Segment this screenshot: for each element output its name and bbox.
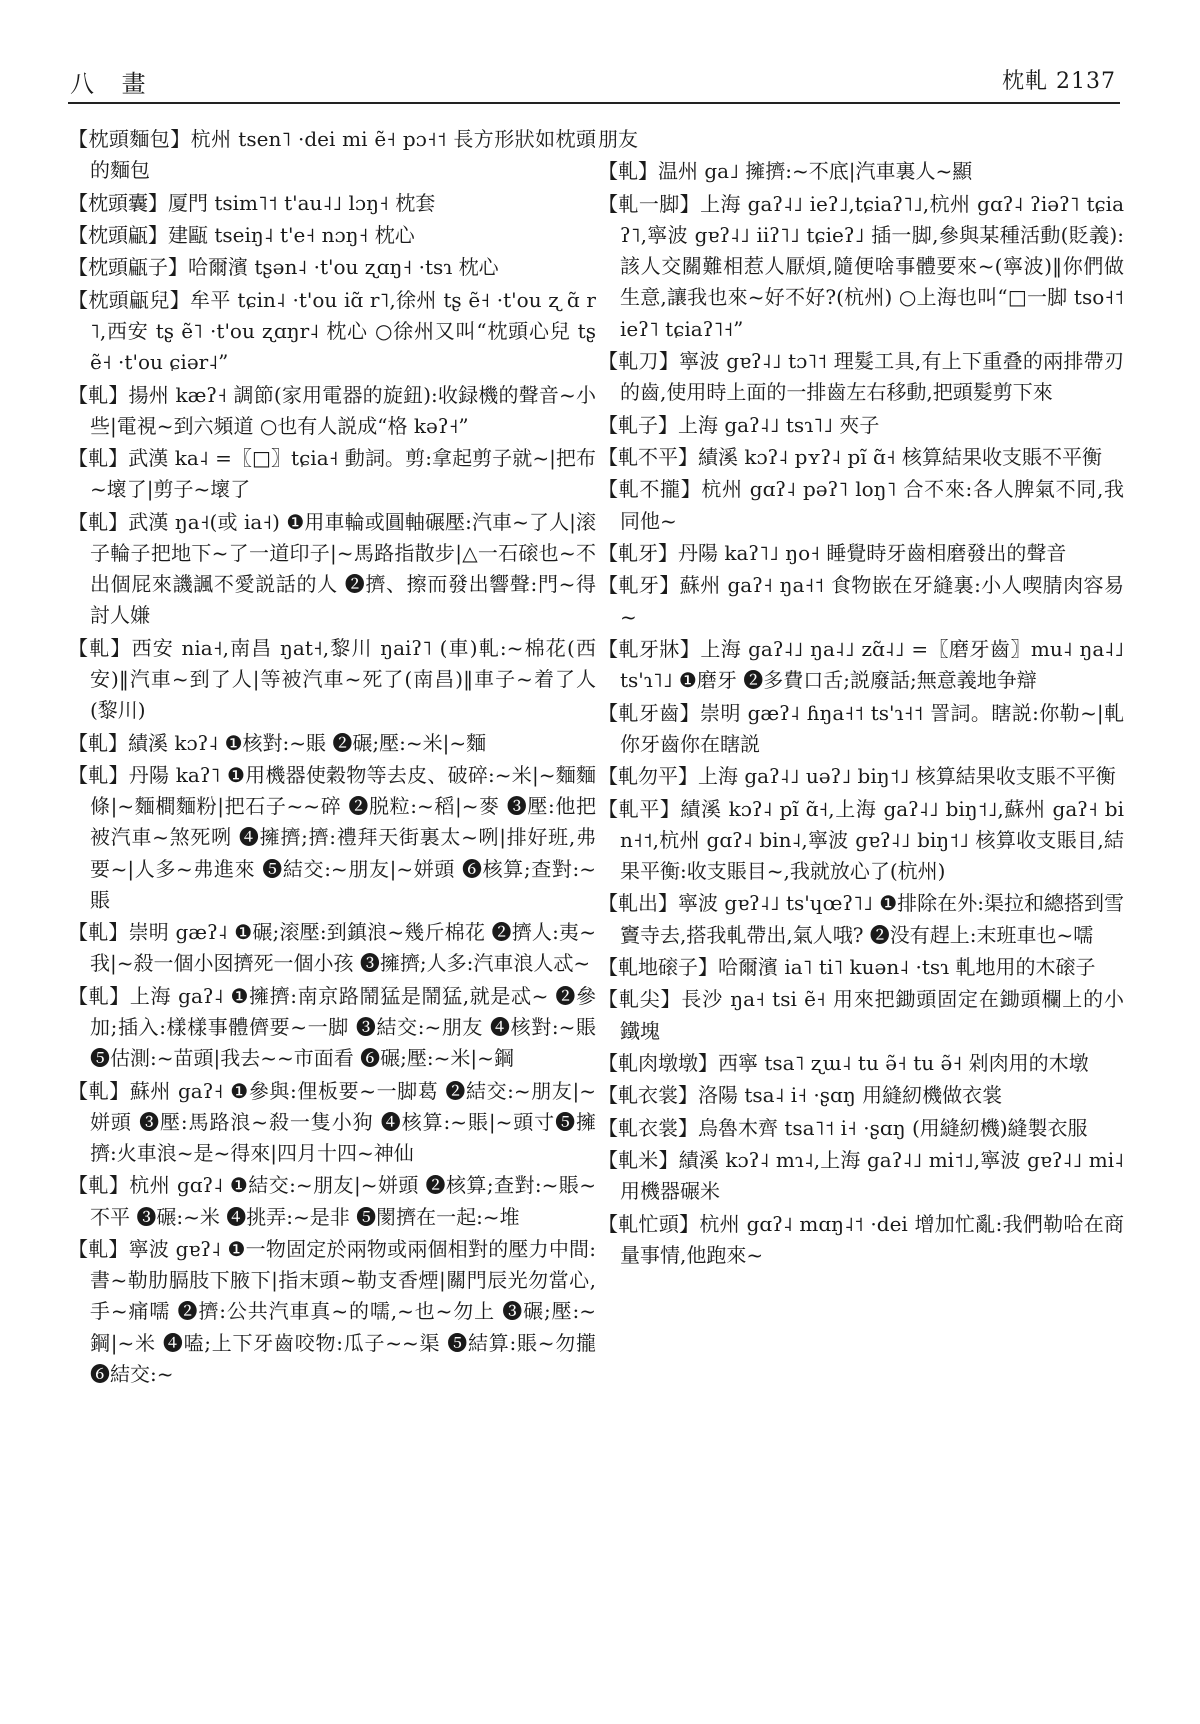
- dictionary-entry: 【枕頭麵包】杭州 tsen˥ ·dei mi ẽ˧ pɔ˧˦ 長方形狀如枕頭的麵包: [68, 127, 596, 183]
- dictionary-entry: 【枕頭甂】建甌 tseiŋ˨ t'e˧ nɔŋ˧ 枕心: [68, 222, 415, 247]
- dictionary-entry: 【軋衣裳】洛陽 tsa˨ i˧ ·ʂɑŋ 用縫紉機做衣裳: [598, 1083, 1003, 1108]
- dictionary-entry: 【軋牙牀】上海 gaʔ˨˩ ŋa˨˩ zɑ̃˨˩ =〖磨牙齒〗mu˨ ŋa˨˩ ts'ɿ˥˩ ❶磨牙 ❷多費口舌;説廢話;無意義地争辯: [598, 636, 1124, 693]
- dictionary-entry: 【軋衣裳】烏魯木齊 tsa˥˦ i˧ ·ʂɑŋ (用縫紉機)縫製衣服: [598, 1115, 1088, 1140]
- dictionary-entry: 【軋勿平】上海 gaʔ˨˩ uəʔ˩ biŋ˦˩ 核算結果收支賬不平衡: [598, 764, 1116, 789]
- dictionary-entry: 【軋】武漢 ŋa˧(或 ia˧) ❶用車輪或圓軸碾壓:汽車~了人|滚子輪子把地下~了一道印子|~馬路指散步|△一石磙也~不出個屁來譏諷不愛説話的人 ❷擠、擦而發出響聲:門~得討人嫌: [68, 509, 596, 628]
- dictionary-entry: 【軋子】上海 gaʔ˨˩ tsɿ˥˩ 夾子: [598, 412, 880, 437]
- dictionary-entry: 朋友: [598, 127, 638, 151]
- dictionary-entry: 【軋】西安 nia˧,南昌 ŋat˧,黎川 ŋaiʔ˥ (車)軋:~棉花(西安)‖汽車~到了人|等被汽車~死了(南昌)‖車子~着了人(黎川): [68, 635, 596, 723]
- dictionary-entry: 【軋】丹陽 kaʔ˥ ❶用機器使穀物等去皮、破碎:~米|~麵麵條|~麵橺麵粉|把石子~~碎 ❷脱粒:~稻|~麥 ❸壓:他把被汽車~煞死咧 ❹擁擠;擠:禮拜天街裏太~咧|排好班,弗要~|人多~弗進來 ❺結交:~朋友|~姘頭 ❻核算;查對:~賬: [68, 762, 596, 912]
- dictionary-entry: 【軋】温州 ga˩ 擁擠:~不底|汽車裏人~顯: [598, 159, 973, 184]
- section-title: 八 畫: [70, 70, 156, 98]
- dictionary-entry: 【軋】上海 gaʔ˨ ❶擁擠:南京路鬧猛是鬧猛,就是忒~ ❷參加;插入:樣樣事體儕要~一脚 ❸結交:~朋友 ❹核對:~賬 ❺估測:~苗頭|我去~~市面看 ❻碾;壓:~米|~鋼: [68, 983, 596, 1071]
- dictionary-entry: 【軋米】績溪 kɔʔ˨ mɿ˨,上海 gaʔ˨˩ mi˦˩,寧波 gɐʔ˨˩ mi˨ 用機器碾米: [598, 1148, 1124, 1204]
- dictionary-entry: 【軋肉墩墩】西寧 tsa˥ ʐɯ˨ tu ə̃˧ tu ə̃˧ 剁肉用的木墩: [598, 1050, 1089, 1075]
- dictionary-entry: 【軋】崇明 gæʔ˨ ❶碾;滚壓:到鎮浪~幾斤棉花 ❷擠人:夷~我|~殺一個小囡擠死一個小孩 ❸擁擠;人多:汽車浪人忒~: [68, 920, 596, 976]
- page-heading-right: 枕軋 2137: [1002, 69, 1116, 94]
- dictionary-entry: 【軋牙】蘇州 gaʔ˧ ŋa˧˦ 食物嵌在牙縫裏:小人喫腈肉容易~: [598, 573, 1124, 629]
- dictionary-entry: 【軋出】寧波 gɐʔ˨˩ ts'ɥœʔ˥˩ ❶排除在外:渠拉和總搭到雪竇寺去,搭我軋帶出,氣人哦? ❷没有趕上:末班車也~嚅: [598, 891, 1124, 947]
- dictionary-entry: 【軋不攏】杭州 gɑʔ˨ pəʔ˥ loŋ˥ 合不來:各人脾氣不同,我同他~: [598, 477, 1124, 533]
- dictionary-entry: 【枕頭囊】厦門 tsim˥˦ t'au˨˩ lɔŋ˧ 枕套: [68, 190, 436, 215]
- dictionary-entry: 【軋地磙子】哈爾濱 ia˥ ti˥ kuən˨ ·tsɿ 軋地用的木磙子: [598, 954, 1096, 979]
- dictionary-entry: 【軋平】績溪 kɔʔ˨ pĩ ɑ̃˧,上海 gaʔ˨˩ biŋ˦˩,蘇州 gaʔ˧ bin˧˦,杭州 gɑʔ˨ bin˨,寧波 gɐʔ˨˩ biŋ˦˩ 核算收支賬目,結果平衡:收支賬目~,我就放心了(杭州): [598, 796, 1124, 883]
- dictionary-entry: 【軋】揚州 kæʔ˧ 調節(家用電器的旋鈕):收録機的聲音~小些|電視~到六頻道 ○也有人説成“格 kəʔ˧”: [68, 382, 596, 438]
- dictionary-entry: 【軋】武漢 ka˨ =〖□〗tɕia˧ 動詞。剪:拿起剪子就~|把布~壞了|剪子~壞了: [68, 446, 596, 502]
- dictionary-entry: 【軋刀】寧波 gɐʔ˨˩ tɔ˥˦ 理髮工具,有上下重叠的兩排帶刃的齒,使用時上面的一排齒左右移動,把頭髮剪下來: [598, 348, 1124, 405]
- dictionary-entry: 【軋尖】長沙 ŋa˧ tsi ẽ˧ 用來把鋤頭固定在鋤頭欄上的小鐵塊: [598, 987, 1124, 1043]
- dictionary-entry: 【軋】績溪 kɔʔ˨ ❶核對:~賬 ❷碾;壓:~米|~麵: [68, 730, 487, 755]
- right-column: [598, 124, 1124, 1272]
- dictionary-entry: 【軋】寧波 gɐʔ˨ ❶一物固定於兩物或兩個相對的壓力中間:書~勒肋膈肢下腋下|指末頭~勒支香煙|關門辰光勿當心,手~痛嚅 ❷擠:公共汽車真~的嚅,~也~勿上 ❸碾;壓:~鋼|~米 ❹嗑;上下牙齒咬物:瓜子~~渠 ❺結算:賬~勿攏 ❻結交:~: [68, 1236, 596, 1386]
- dictionary-entry: 【軋牙】丹陽 kaʔ˥˩ ŋo˧ 睡覺時牙齒相磨發出的聲音: [598, 540, 1067, 565]
- dictionary-entry: 【軋】杭州 gɑʔ˨ ❶結交:~朋友|~姘頭 ❷核算;查對:~賬~不平 ❸碾:~米 ❹挑弄:~是非 ❺閡擠在一起:~堆: [68, 1173, 596, 1229]
- dictionary-entry: 【軋不平】績溪 kɔʔ˨ pʏʔ˨ pĩ ɑ̃˧ 核算結果收支賬不平衡: [598, 444, 1103, 469]
- dictionary-entry: 【枕頭甂兒】牟平 tɕin˨ ·t'ou iɑ̃ r˥,徐州 tʂ ẽ˧ ·t'ou ʐ ɑ̃ r˥,西安 tʂ ẽ˥ ·t'ou ʐɑŋr˨ 枕心 ○徐州又叫“枕頭心兒 tʂ ẽ˧ ·t'ou ɕiər˨”: [68, 287, 596, 375]
- dictionary-entry: 【枕頭甂子】哈爾濱 tʂən˨ ·t'ou ʐɑŋ˧ ·tsɿ 枕心: [68, 255, 499, 280]
- dictionary-entry: 【軋一脚】上海 gaʔ˨˩ ieʔ˩,tɕiaʔ˥˩,杭州 gɑʔ˨ ʔiəʔ˥ tɕiaʔ˥,寧波 gɐʔ˨˩ iiʔ˥˩ tɕieʔ˩ 插一脚,參與某種活動(貶義):該人交關難相惹人厭煩,隨便啥事體要來~(寧波)‖你們做生意,讓我也來~好不好?(杭州) ○上海也叫“□一脚 tso˧˦ ieʔ˥ tɕiaʔ˥˧”: [598, 191, 1124, 341]
- left-column: [68, 124, 596, 1391]
- dictionary-entry: 【軋牙齒】崇明 gæʔ˨ ɦŋa˧˦ ts'ɿ˧˦ 詈詞。瞎説:你勒~|軋你牙齒你在瞎説: [598, 700, 1124, 756]
- dictionary-entry: 【軋】蘇州 gaʔ˧ ❶參與:俚板要~一脚葛 ❷結交:~朋友|~姘頭 ❸壓:馬路浪~殺一隻小狗 ❹核算:~賬|~頭寸❺擁擠:火車浪~是~得來|四月十四~神仙: [68, 1078, 596, 1165]
- dictionary-entry: 【軋忙頭】杭州 gɑʔ˨ mɑŋ˨˦ ·dei 增加忙亂:我們勒哈在商量事情,他跑來~: [598, 1211, 1124, 1267]
- page-header: [68, 58, 1120, 104]
